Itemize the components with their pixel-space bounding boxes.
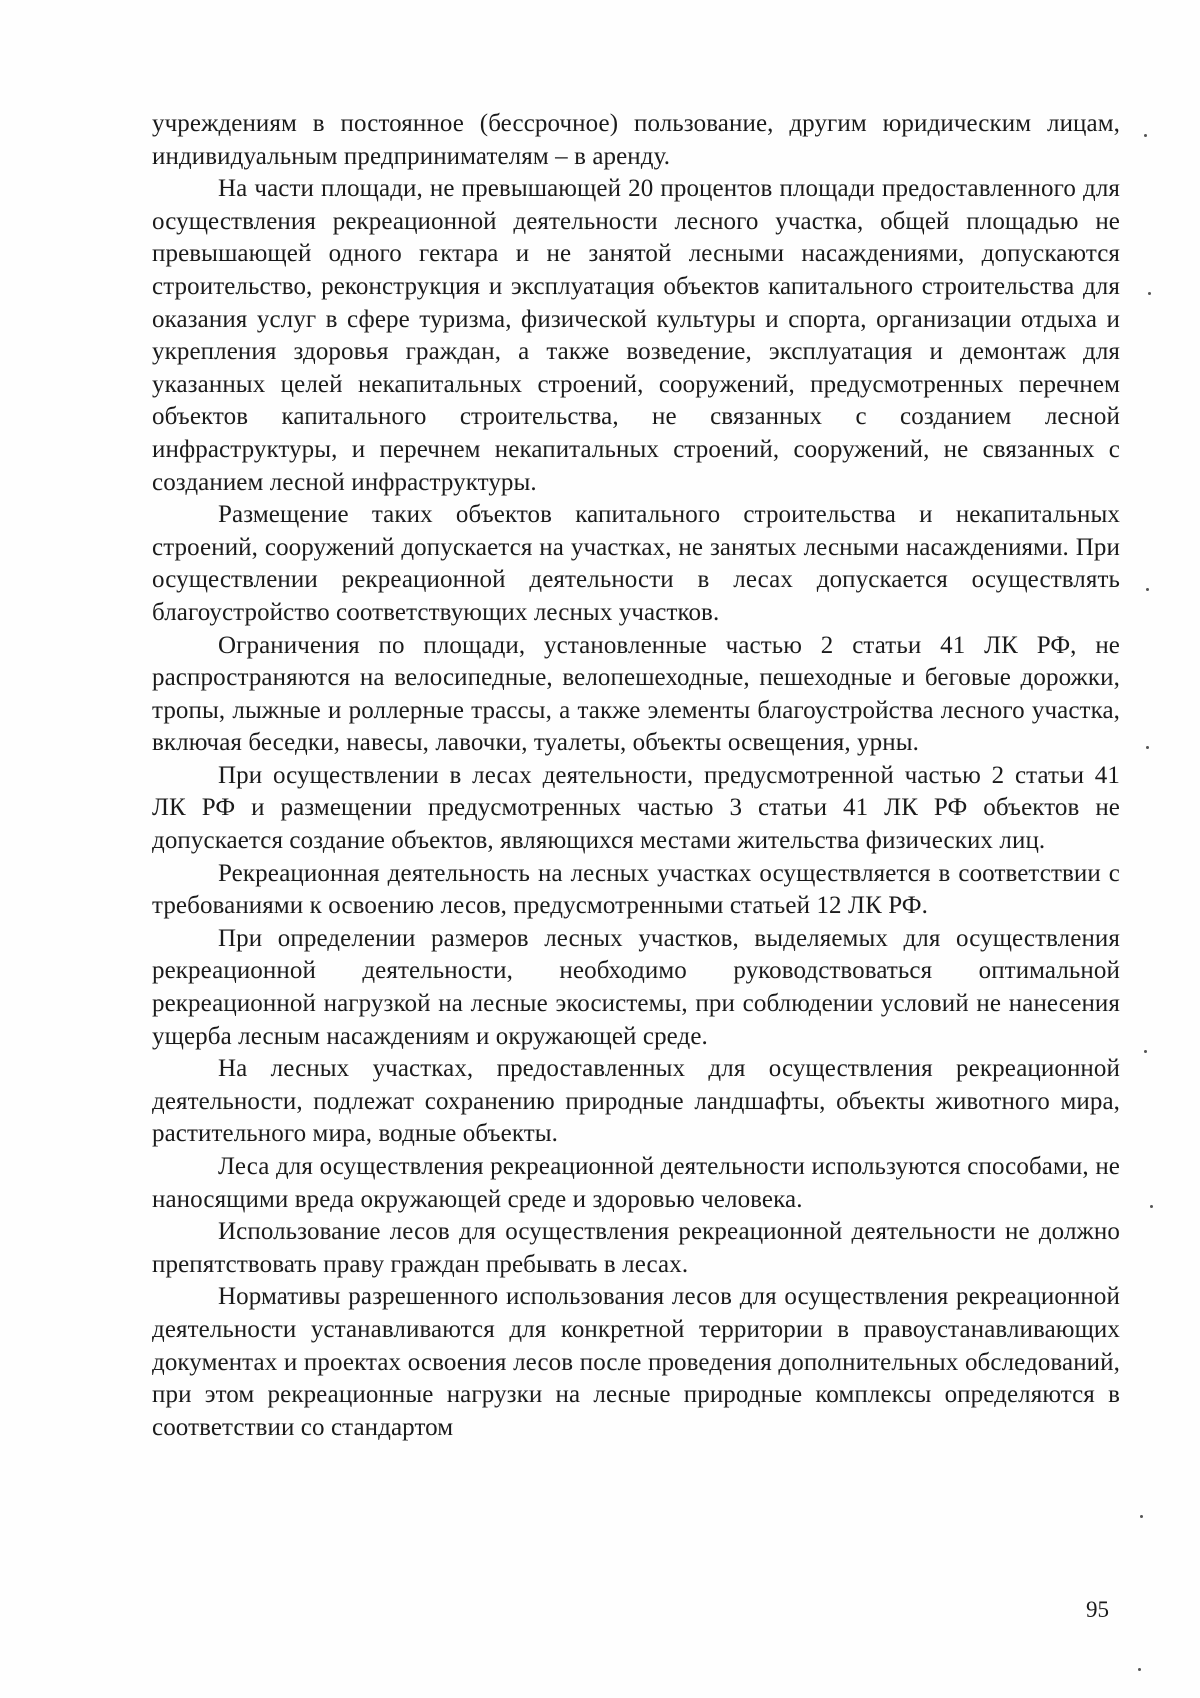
paragraph-1: учреждениям в постоянное (бессрочное) пользование, другим юридическим лицам, индивидуальным предпринимателям – в аренду. — [152, 110, 1120, 170]
paragraph-8: На лесных участках, предоставленных для осуществления рекреационной деятельности, подлежат сохранению природные ландшафты, объекты животного мира, растительного мира, водные объекты. — [152, 1055, 1120, 1148]
paragraph-7: При определении размеров лесных участков, выделяемых для осуществления рекреационной деятельности, необходимо руководствоваться оптимальной рекреационной нагрузкой на лесные экосистемы, при соблюдении условий не нанесения ущерба лесным насаждениям и окружающей среде. — [152, 924, 1120, 1050]
paragraph-9: Леса для осуществления рекреационной деятельности используются способами, не наносящими вреда окружающей среде и здоровью человека. — [152, 1153, 1120, 1213]
scan-speck — [1144, 134, 1147, 137]
paragraph-11: Нормативы разрешенного использования лесов для осуществления рекреационной деятельности устанавливаются для конкретной территории в правоустанавливающих документах и проектах освоения лесов после проведения дополнительных обследований, при этом рекреационные нагрузки на лесные природные комплексы определяются в соответствии со стандартом — [152, 1283, 1120, 1441]
paragraph-10: Использование лесов для осуществления рекреационной деятельности не должно препятствовать праву граждан пребывать в лесах. — [152, 1218, 1120, 1278]
scan-speck — [1146, 588, 1149, 591]
scan-speck — [1144, 1050, 1147, 1053]
paragraph-4: Ограничения по площади, установленные частью 2 статьи 41 ЛК РФ, не распространяются на велосипедные, велопешеходные, пешеходные и беговые дорожки, тропы, лыжные и роллерные трассы, а также элементы благоустройства лесного участка, включая беседки, навесы, лавочки, туалеты, объекты освещения, урны. — [152, 631, 1120, 757]
scan-speck — [1148, 292, 1151, 295]
scan-speck — [1140, 1515, 1143, 1518]
paragraph-5: При осуществлении в лесах деятельности, предусмотренной частью 2 статьи 41 ЛК РФ и размещении предусмотренных частью 3 статьи 41 ЛК РФ объектов не допускается создание объектов, являющихся местами жительства физических лиц. — [152, 761, 1120, 855]
paragraph-6: Рекреационная деятельность на лесных участках осуществляется в соответствии с требованиями к освоению лесов, предусмотренными статьей 12 ЛК РФ. — [152, 859, 1120, 920]
paragraph-3: Размещение таких объектов капитального строительства и некапитальных строений, сооружений допускается на участках, не занятых лесными насаждениями. При осуществлении рекреационной деятельности в лесах допускается осуществлять благоустройство соответствующих лесных участков. — [152, 501, 1120, 626]
scan-speck — [1150, 1205, 1153, 1208]
page-number: 95 — [1086, 1597, 1109, 1622]
paragraph-2: На части площади, не превышающей 20 процентов площади предоставленного для осуществления рекреационной деятельности лесного участка, общей площадью не превышающей одного гектара и не занятой лесными насаждениями, допускаются строительство, реконструкция и эксплуатация объектов капитального строительства для оказания услуг в сфере туризма, физической культуры и спорта, организации отдыха и укрепления здоровья граждан, а также возведение, эксплуатация и демонтаж для указанных целей некапитальных строений, сооружений, предусмотренных перечнем объектов капитального строительства, не связанных с созданием лесной инфраструктуры, и перечнем некапитальных строений, сооружений, не связанных с созданием лесной инфраструктуры. — [152, 175, 1120, 496]
document-body — [152, 108, 1120, 1444]
scan-speck — [1138, 1668, 1141, 1671]
scan-speck — [1146, 746, 1149, 749]
